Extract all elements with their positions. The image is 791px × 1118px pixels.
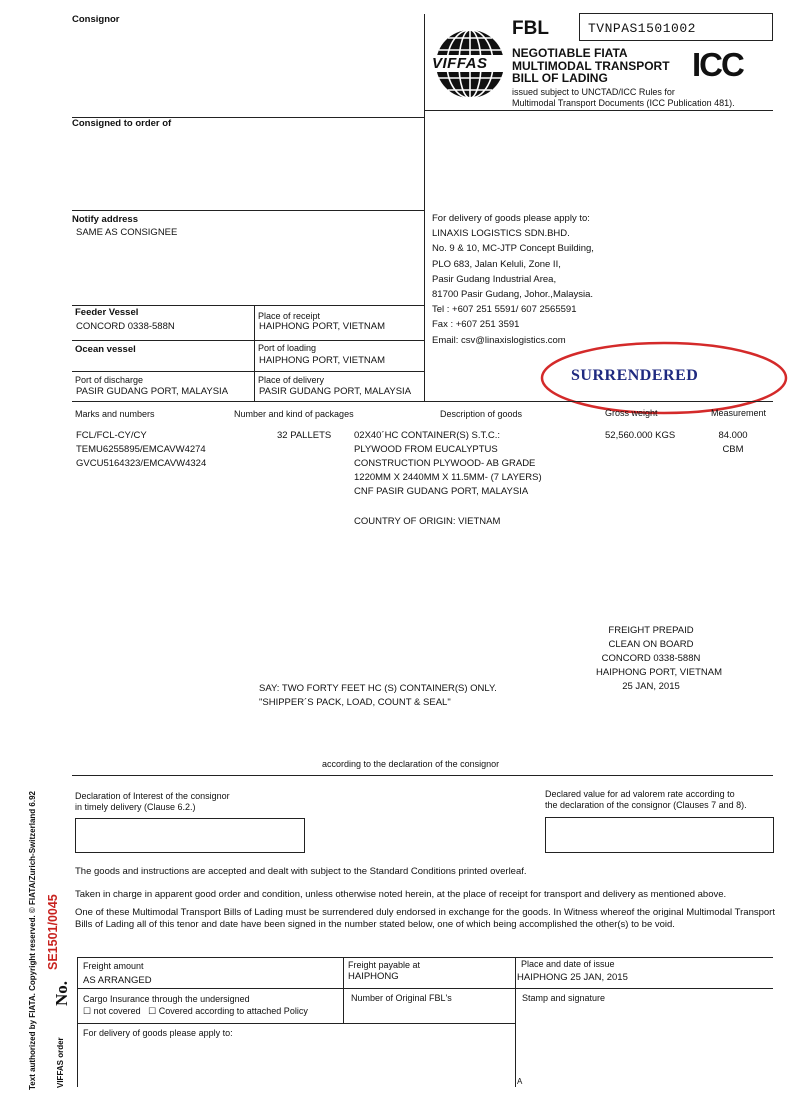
divider <box>515 957 516 1087</box>
title-line: MULTIMODAL TRANSPORT <box>512 58 670 73</box>
divider <box>72 210 424 211</box>
terms-p2: Taken in charge in apparent good order and condition, unless otherwise noted herein, at the place of receipt for transport and delivery as mentioned above. <box>75 889 727 900</box>
divider <box>77 957 78 1087</box>
terms-p1: The goods and instructions are accepted and dealt with subject to the Standard Conditions printed overleaf. <box>75 866 527 877</box>
divider <box>77 957 773 958</box>
place-of-receipt: HAIPHONG PORT, VIETNAM <box>259 321 385 332</box>
according-text: according to the declaration of the consignor <box>322 759 500 769</box>
consignor-label: Consignor <box>72 14 120 25</box>
place-of-receipt-label: Place of receipt <box>258 311 321 321</box>
side-authorized-text: Text authorized by FIATA. Copyright reserved. © FIATA/Zurich-Switzerland 6.92 <box>28 791 37 1090</box>
document-subtitle <box>512 87 735 108</box>
marks-list <box>76 429 206 471</box>
consigned-label: Consigned to order of <box>72 118 172 129</box>
description-line: 1220MM X 2440MM X 11.5MM- (7 LAYERS) <box>354 472 542 483</box>
gross-weight-header: Gross weight <box>605 408 658 418</box>
port-of-discharge-label: Port of discharge <box>75 375 144 385</box>
divider <box>424 110 773 111</box>
value-label-line: Declared value for ad valorem rate according to <box>545 789 735 799</box>
remark-line: CLEAN ON BOARD <box>608 639 694 650</box>
description-line: CONSTRUCTION PLYWOOD- AB GRADE <box>354 458 536 469</box>
divider <box>77 1023 515 1024</box>
feeder-vessel-label: Feeder Vessel <box>75 307 139 318</box>
divider <box>72 401 773 402</box>
feeder-vessel: CONCORD 0338-588N <box>76 321 175 332</box>
agent-line: 81700 Pasir Gudang, Johor.,Malaysia. <box>432 289 594 301</box>
agent-line: Pasir Gudang Industrial Area, <box>432 273 557 285</box>
agent-line: For delivery of goods please apply to: <box>432 213 590 224</box>
place-of-delivery-label: Place of delivery <box>258 375 325 385</box>
declared-value-label <box>545 789 747 811</box>
measurement-number: 84.000 <box>718 430 748 441</box>
title-line: NEGOTIABLE FIATA <box>512 46 628 60</box>
description-line: CNF PASIR GUDANG PORT, MALAYSIA <box>354 486 529 497</box>
not-covered-checkbox[interactable]: ☐ <box>83 1006 92 1016</box>
mark-line: GVCU5164323/EMCAVW4324 <box>76 458 207 469</box>
document-title <box>512 47 670 85</box>
remark-line: CONCORD 0338-588N <box>601 653 701 664</box>
say-text <box>259 682 497 710</box>
divider <box>72 371 424 372</box>
freight-amount-label: Freight amount <box>83 961 144 971</box>
gross-weight-value: 52,560.000 KGS <box>605 430 676 441</box>
interest-label <box>75 791 230 813</box>
bl-number: TVNPAS1501002 <box>588 21 696 36</box>
place-of-delivery: PASIR GUDANG PORT, MALAYSIA <box>259 386 412 397</box>
divider <box>72 340 424 341</box>
insurance-label: Cargo Insurance through the undersigned <box>83 994 250 1004</box>
measurement-header: Measurement <box>711 408 767 418</box>
agent-line: Fax : +607 251 3591 <box>432 319 520 331</box>
subtitle-line: Multimodal Transport Documents (ICC Publication 481). <box>512 97 735 108</box>
packages-header: Number and kind of packages <box>234 409 354 419</box>
agent-line: Tel : +607 251 5591/ 607 2565591 <box>432 304 577 316</box>
country-of-origin: COUNTRY OF ORIGIN: VIETNAM <box>354 516 501 527</box>
viffas-logo <box>430 28 510 100</box>
viffas-order-text: VIFFAS order <box>56 1037 65 1088</box>
footer-delivery-label: For delivery of goods please apply to: <box>83 1028 233 1038</box>
port-of-loading-label: Port of loading <box>258 343 317 353</box>
covered-label: Covered according to attached Policy <box>158 1006 308 1016</box>
measurement-value <box>718 429 748 457</box>
marks-header: Marks and numbers <box>75 409 155 419</box>
value-label-line: the declaration of the consignor (Clauses 7 and 8). <box>545 800 747 810</box>
divider <box>254 305 255 401</box>
description-line: 02X40´HC CONTAINER(S) S.T.C.: <box>354 430 501 441</box>
remark-line: 25 JAN, 2015 <box>622 681 680 692</box>
divider <box>72 775 773 776</box>
originals-label: Number of Original FBL's <box>351 993 452 1003</box>
place-date-label: Place and date of issue <box>521 959 615 969</box>
insurance-options <box>83 1006 308 1017</box>
mark-line: TEMU6255895/EMCAVW4274 <box>76 444 206 455</box>
subtitle-line: issued subject to UNCTAD/ICC Rules for <box>512 87 675 97</box>
freight-payable-label: Freight payable at <box>348 960 421 970</box>
description-header: Description of goods <box>440 409 523 419</box>
remark-line: FREIGHT PREPAID <box>608 625 694 636</box>
agent-line: Email: csv@linaxislogistics.com <box>432 334 566 346</box>
divider <box>77 988 515 989</box>
mark-line: FCL/FCL-CY/CY <box>76 430 147 441</box>
agent-line: LINAXIS LOGISTICS SDN.BHD. <box>432 228 570 240</box>
interest-input[interactable] <box>75 818 305 853</box>
agent-line: No. 9 & 10, MC-JTP Concept Building, <box>432 243 594 255</box>
serial-no-label: No. <box>52 980 71 1006</box>
port-of-discharge: PASIR GUDANG PORT, MALAYSIA <box>76 386 229 397</box>
title-line: BILL OF LADING <box>512 71 608 85</box>
terms-p3: One of these Multimodal Transport Bills of Lading must be surrendered duly endorsed in exchange for the goods. In Witness whereof the original Multimodal Transport Bills of Lading all of this tenor and date have been signed in the number stated below, one of which being accomplished the other(s) to be void. <box>75 907 775 930</box>
divider <box>515 988 773 989</box>
remark-line: HAIPHONG PORT, VIETNAM <box>596 667 722 678</box>
surrendered-stamp <box>539 340 789 416</box>
icc-logo: ICC <box>692 46 743 83</box>
interest-label-line: in timely delivery (Clause 6.2.) <box>75 802 196 812</box>
divider <box>72 305 424 306</box>
freight-amount: AS ARRANGED <box>83 975 152 986</box>
signature-mark: A <box>517 1077 523 1086</box>
stamp-text: SURRENDERED <box>571 367 699 384</box>
notify-label: Notify address <box>72 214 138 225</box>
freight-payable: HAIPHONG <box>348 971 399 982</box>
say-line: "SHIPPER´S PACK, LOAD, COUNT & SEAL" <box>259 697 451 708</box>
say-line: SAY: TWO FORTY FEET HC (S) CONTAINER(S) ONLY. <box>259 683 497 694</box>
not-covered-label: not covered <box>93 1006 141 1016</box>
packages-value: 32 PALLETS <box>277 430 332 441</box>
ocean-vessel-label: Ocean vessel <box>75 344 136 355</box>
header-divider <box>424 14 425 401</box>
description-list <box>354 429 542 499</box>
notify-value: SAME AS CONSIGNEE <box>76 227 178 238</box>
serial-number: SE1501/0045 <box>46 894 60 970</box>
declared-value-input[interactable] <box>545 817 774 853</box>
agent-line: PLO 683, Jalan Keluli, Zone II, <box>432 258 561 270</box>
fbl-label: FBL <box>512 18 549 39</box>
delivery-agent-block <box>432 211 594 348</box>
interest-label-line: Declaration of Interest of the consignor <box>75 791 230 801</box>
port-of-loading: HAIPHONG PORT, VIETNAM <box>259 355 385 366</box>
stamp-signature-label: Stamp and signature <box>522 993 606 1003</box>
freight-remarks <box>596 624 722 694</box>
measurement-unit: CBM <box>722 444 744 455</box>
covered-checkbox[interactable]: ☐ <box>148 1006 157 1016</box>
description-line: PLYWOOD FROM EUCALYPTUS <box>354 444 498 455</box>
viffas-logo-text: VIFFAS <box>432 55 488 72</box>
divider <box>343 957 344 1023</box>
place-date-of-issue: HAIPHONG 25 JAN, 2015 <box>517 972 628 983</box>
